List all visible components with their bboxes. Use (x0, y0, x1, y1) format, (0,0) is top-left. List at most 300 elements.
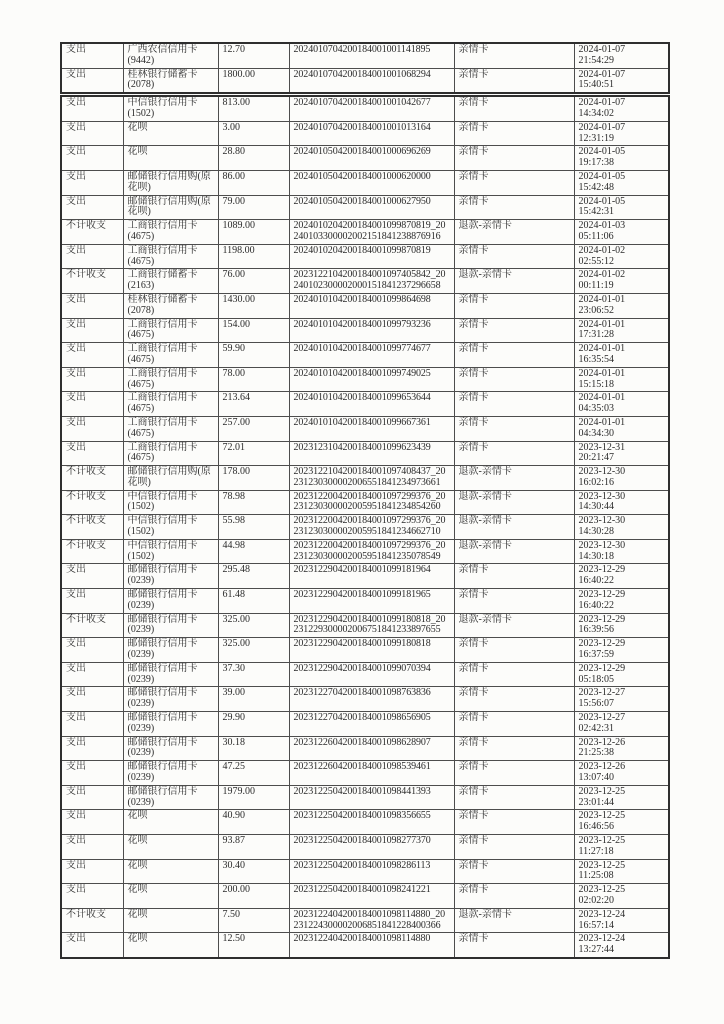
transaction-row (61, 441, 669, 466)
cell-date: 2023-12-25 (578, 810, 626, 822)
cell-order-number: 2023122004200184001097299376_20231230300002005951841234662710 (289, 515, 454, 540)
cell-pay-method: 亲情卡 (454, 244, 574, 269)
cell-time: 16:40:22 (578, 599, 615, 611)
cell-order-number: 2024010104200184001099667361 (289, 416, 454, 441)
transaction-row (61, 810, 669, 835)
cell-amount: 200.00 (218, 884, 289, 909)
cell-account: 邮储银行信用卡(0239) (123, 613, 218, 638)
cell-flow-type: 不计收支 (61, 220, 123, 245)
transaction-row (61, 933, 669, 958)
transaction-row (61, 121, 669, 146)
cell-order-number: 2024010704200184001001068294 (289, 68, 454, 93)
cell-flow-type: 支出 (61, 43, 123, 68)
cell-amount: 213.64 (218, 392, 289, 417)
cell-flow-type: 支出 (61, 662, 123, 687)
cell-date: 2023-12-25 (578, 785, 626, 797)
cell-pay-method: 退款-亲情卡 (454, 466, 574, 491)
cell-time: 16:57:14 (578, 919, 615, 931)
cell-order-number: 2023122104200184001097408437_20231230300002006551841234973661 (289, 466, 454, 491)
transaction-row (61, 589, 669, 614)
cell-date: 2024-01-03 (578, 220, 626, 232)
cell-datetime (574, 367, 669, 392)
cell-time: 14:30:44 (578, 501, 615, 513)
cell-datetime (574, 785, 669, 810)
cell-time: 00:11:19 (578, 280, 614, 292)
cell-date: 2023-12-24 (578, 933, 626, 945)
cell-amount: 178.00 (218, 466, 289, 491)
cell-time: 12:31:19 (578, 132, 615, 144)
cell-datetime (574, 908, 669, 933)
transaction-row (61, 68, 669, 93)
cell-pay-method: 亲情卡 (454, 785, 574, 810)
cell-flow-type: 支出 (61, 638, 123, 663)
cell-pay-method: 亲情卡 (454, 416, 574, 441)
cell-date: 2023-12-30 (578, 490, 626, 502)
cell-time: 16:40:22 (578, 575, 615, 587)
transaction-row (61, 244, 669, 269)
cell-amount: 93.87 (218, 835, 289, 860)
cell-date: 2024-01-07 (578, 97, 626, 109)
cell-time: 11:27:18 (578, 845, 614, 857)
cell-order-number: 2024010504200184001000696269 (289, 146, 454, 171)
cell-order-number: 2023122504200184001098277370 (289, 835, 454, 860)
cell-datetime (574, 441, 669, 466)
cell-amount: 30.18 (218, 736, 289, 761)
cell-flow-type: 不计收支 (61, 466, 123, 491)
cell-flow-type: 不计收支 (61, 613, 123, 638)
cell-flow-type: 支出 (61, 195, 123, 220)
cell-order-number: 2024010504200184001000627950 (289, 195, 454, 220)
cell-order-number: 2023122504200184001098441393 (289, 785, 454, 810)
transaction-row (61, 908, 669, 933)
cell-order-number: 2023122404200184001098114880_20231224300002006851841228400366 (289, 908, 454, 933)
cell-date: 2023-12-25 (578, 835, 626, 846)
cell-date: 2023-12-25 (578, 884, 626, 896)
cell-amount: 76.00 (218, 269, 289, 294)
cell-pay-method: 亲情卡 (454, 96, 574, 121)
cell-order-number: 2024010104200184001099653644 (289, 392, 454, 417)
cell-pay-method: 亲情卡 (454, 367, 574, 392)
cell-pay-method: 亲情卡 (454, 933, 574, 958)
cell-time: 13:27:44 (578, 944, 615, 956)
cell-pay-method: 亲情卡 (454, 736, 574, 761)
cell-datetime (574, 392, 669, 417)
cell-account: 邮储银行信用卡(0239) (123, 589, 218, 614)
cell-datetime (574, 146, 669, 171)
cell-flow-type: 支出 (61, 121, 123, 146)
cell-datetime (574, 170, 669, 195)
cell-datetime (574, 736, 669, 761)
cell-flow-type: 支出 (61, 293, 123, 318)
cell-flow-type: 支出 (61, 810, 123, 835)
cell-account: 花呗 (123, 884, 218, 909)
cell-flow-type: 支出 (61, 589, 123, 614)
cell-time: 16:46:56 (578, 821, 615, 833)
cell-account: 工商银行信用卡(4675) (123, 441, 218, 466)
cell-time: 04:34:30 (578, 427, 615, 439)
cell-account: 花呗 (123, 121, 218, 146)
cell-datetime (574, 515, 669, 540)
cell-account: 邮储银行信用购(原花呗) (123, 195, 218, 220)
cell-account: 邮储银行信用卡(0239) (123, 785, 218, 810)
cell-pay-method: 亲情卡 (454, 638, 574, 663)
cell-datetime (574, 662, 669, 687)
cell-datetime (574, 121, 669, 146)
cell-amount: 72.01 (218, 441, 289, 466)
cell-time: 05:11:06 (578, 230, 614, 242)
cell-order-number: 2024010204200184001099870819_20240103300002002151841238876916 (289, 220, 454, 245)
transaction-row (61, 515, 669, 540)
cell-amount: 325.00 (218, 638, 289, 663)
cell-order-number: 2024010704200184001001141895 (289, 43, 454, 68)
cell-account: 工商银行储蓄卡(2163) (123, 269, 218, 294)
cell-order-number: 2023122904200184001099181964 (289, 564, 454, 589)
cell-flow-type: 支出 (61, 68, 123, 93)
cell-account: 邮储银行信用购(原花呗) (123, 170, 218, 195)
cell-amount: 813.00 (218, 96, 289, 121)
cell-order-number: 2023122904200184001099180818_20231229300002006751841233897655 (289, 613, 454, 638)
cell-datetime (574, 884, 669, 909)
cell-time: 02:42:31 (578, 722, 615, 734)
cell-flow-type: 支出 (61, 859, 123, 884)
cell-order-number: 2023122504200184001098241221 (289, 884, 454, 909)
cell-amount: 12.70 (218, 43, 289, 68)
cell-order-number: 2023122904200184001099180818 (289, 638, 454, 663)
cell-pay-method: 亲情卡 (454, 859, 574, 884)
transaction-row (61, 564, 669, 589)
cell-date: 2024-01-01 (578, 392, 626, 404)
cell-pay-method: 亲情卡 (454, 343, 574, 368)
cell-pay-method: 亲情卡 (454, 810, 574, 835)
cell-date: 2023-12-31 (578, 441, 626, 453)
cell-order-number: 2024010104200184001099864698 (289, 293, 454, 318)
cell-flow-type: 支出 (61, 441, 123, 466)
cell-pay-method: 亲情卡 (454, 835, 574, 860)
cell-amount: 28.80 (218, 146, 289, 171)
cell-date: 2024-01-07 (578, 121, 626, 133)
cell-flow-type: 支出 (61, 835, 123, 860)
cell-order-number: 2024010104200184001099793236 (289, 318, 454, 343)
cell-datetime (574, 810, 669, 835)
cell-flow-type: 支出 (61, 712, 123, 737)
cell-date: 2023-12-30 (578, 466, 626, 478)
cell-date: 2023-12-26 (578, 736, 626, 748)
cell-amount: 3.00 (218, 121, 289, 146)
cell-date: 2024-01-02 (578, 269, 626, 281)
transaction-row (61, 736, 669, 761)
transaction-row (61, 687, 669, 712)
cell-order-number: 2023123104200184001099623439 (289, 441, 454, 466)
cell-time: 13:07:40 (578, 772, 615, 784)
cell-order-number: 2023122104200184001097405842_20240102300002000151841237296658 (289, 269, 454, 294)
transaction-row (61, 269, 669, 294)
cell-pay-method: 亲情卡 (454, 146, 574, 171)
transaction-row (61, 712, 669, 737)
cell-account: 邮储银行信用卡(0239) (123, 736, 218, 761)
cell-amount: 1979.00 (218, 785, 289, 810)
cell-order-number: 2024010104200184001099749025 (289, 367, 454, 392)
cell-date: 2023-12-30 (578, 515, 626, 527)
cell-flow-type: 不计收支 (61, 539, 123, 564)
cell-datetime (574, 466, 669, 491)
cell-flow-type: 支出 (61, 736, 123, 761)
cell-amount: 86.00 (218, 170, 289, 195)
cell-amount: 257.00 (218, 416, 289, 441)
cell-amount: 37.30 (218, 662, 289, 687)
cell-flow-type: 支出 (61, 367, 123, 392)
cell-flow-type: 支出 (61, 244, 123, 269)
cell-pay-method: 亲情卡 (454, 884, 574, 909)
cell-datetime (574, 343, 669, 368)
transaction-row (61, 195, 669, 220)
cell-time: 16:39:56 (578, 624, 615, 636)
cell-datetime (574, 638, 669, 663)
cell-datetime (574, 589, 669, 614)
cell-time: 16:37:59 (578, 649, 615, 661)
transaction-row (61, 43, 669, 68)
transaction-row (61, 539, 669, 564)
transactions-table-block-1 (60, 42, 670, 94)
cell-date: 2023-12-24 (578, 908, 626, 920)
transaction-row (61, 662, 669, 687)
cell-amount: 40.90 (218, 810, 289, 835)
cell-time: 15:56:07 (578, 698, 615, 710)
transaction-row (61, 170, 669, 195)
transaction-row (61, 761, 669, 786)
cell-amount: 30.40 (218, 859, 289, 884)
cell-time: 23:06:52 (578, 304, 615, 316)
transaction-row (61, 343, 669, 368)
cell-order-number: 2023122504200184001098286113 (289, 859, 454, 884)
cell-time: 02:02:20 (578, 894, 615, 906)
cell-time: 04:35:03 (578, 403, 615, 415)
cell-pay-method: 退款-亲情卡 (454, 539, 574, 564)
cell-account: 邮储银行信用卡(0239) (123, 761, 218, 786)
cell-time: 14:34:02 (578, 107, 615, 119)
cell-date: 2023-12-25 (578, 859, 626, 871)
transaction-row (61, 220, 669, 245)
cell-time: 20:21:47 (578, 452, 615, 464)
transaction-row (61, 293, 669, 318)
transaction-row (61, 638, 669, 663)
cell-flow-type: 支出 (61, 318, 123, 343)
cell-date: 2024-01-05 (578, 146, 626, 158)
cell-datetime (574, 490, 669, 515)
cell-date: 2024-01-01 (578, 293, 626, 305)
cell-amount: 154.00 (218, 318, 289, 343)
cell-datetime (574, 712, 669, 737)
cell-flow-type: 支出 (61, 96, 123, 121)
transaction-row (61, 392, 669, 417)
cell-amount: 78.98 (218, 490, 289, 515)
cell-account: 邮储银行信用卡(0239) (123, 662, 218, 687)
cell-datetime (574, 613, 669, 638)
cell-time: 16:02:16 (578, 476, 615, 488)
transaction-row (61, 835, 669, 860)
cell-order-number: 2023122504200184001098356655 (289, 810, 454, 835)
transaction-row (61, 96, 669, 121)
cell-flow-type: 不计收支 (61, 908, 123, 933)
cell-pay-method: 退款-亲情卡 (454, 490, 574, 515)
cell-datetime (574, 195, 669, 220)
cell-pay-method: 亲情卡 (454, 43, 574, 68)
cell-datetime (574, 687, 669, 712)
cell-account: 工商银行信用卡(4675) (123, 220, 218, 245)
cell-account: 中信银行信用卡(1502) (123, 96, 218, 121)
cell-date: 2024-01-01 (578, 367, 626, 379)
cell-pay-method: 亲情卡 (454, 318, 574, 343)
cell-amount: 1430.00 (218, 293, 289, 318)
transaction-row (61, 859, 669, 884)
cell-order-number: 2024010704200184001001042677 (289, 96, 454, 121)
cell-datetime (574, 269, 669, 294)
cell-pay-method: 亲情卡 (454, 195, 574, 220)
transactions-area (60, 42, 668, 959)
transaction-row (61, 146, 669, 171)
cell-date: 2024-01-05 (578, 170, 626, 182)
cell-order-number: 2023122704200184001098656905 (289, 712, 454, 737)
cell-pay-method: 亲情卡 (454, 441, 574, 466)
cell-datetime (574, 220, 669, 245)
cell-order-number: 2023122004200184001097299376_20231230300002005951841235078549 (289, 539, 454, 564)
cell-account: 邮储银行信用卡(0239) (123, 638, 218, 663)
cell-account: 花呗 (123, 835, 218, 860)
cell-account: 花呗 (123, 859, 218, 884)
cell-amount: 1800.00 (218, 68, 289, 93)
cell-amount: 47.25 (218, 761, 289, 786)
transaction-row (61, 613, 669, 638)
cell-account: 花呗 (123, 933, 218, 958)
cell-pay-method: 亲情卡 (454, 687, 574, 712)
cell-time: 15:15:18 (578, 378, 615, 390)
cell-account: 花呗 (123, 810, 218, 835)
cell-account: 中信银行信用卡(1502) (123, 515, 218, 540)
cell-amount: 12.50 (218, 933, 289, 958)
cell-time: 05:18:05 (578, 673, 615, 685)
cell-flow-type: 不计收支 (61, 269, 123, 294)
cell-pay-method: 退款-亲情卡 (454, 220, 574, 245)
cell-account: 广西农信信用卡(9442) (123, 43, 218, 68)
cell-datetime (574, 933, 669, 958)
cell-date: 2024-01-05 (578, 195, 626, 207)
cell-amount: 325.00 (218, 613, 289, 638)
cell-flow-type: 支出 (61, 392, 123, 417)
cell-date: 2024-01-07 (578, 44, 626, 55)
cell-pay-method: 亲情卡 (454, 392, 574, 417)
cell-flow-type: 支出 (61, 416, 123, 441)
cell-pay-method: 亲情卡 (454, 712, 574, 737)
cell-date: 2023-12-27 (578, 687, 626, 699)
cell-pay-method: 亲情卡 (454, 293, 574, 318)
cell-order-number: 2023122604200184001098628907 (289, 736, 454, 761)
cell-account: 工商银行信用卡(4675) (123, 343, 218, 368)
cell-order-number: 2023122604200184001098539461 (289, 761, 454, 786)
cell-date: 2023-12-29 (578, 564, 626, 576)
cell-account: 邮储银行信用卡(0239) (123, 687, 218, 712)
cell-account: 工商银行信用卡(4675) (123, 244, 218, 269)
cell-account: 桂林银行储蓄卡(2078) (123, 293, 218, 318)
cell-pay-method: 退款-亲情卡 (454, 515, 574, 540)
cell-datetime (574, 318, 669, 343)
transactions-table-block-2 (60, 95, 670, 959)
cell-datetime (574, 43, 669, 68)
cell-order-number: 2024010504200184001000620000 (289, 170, 454, 195)
transaction-row (61, 416, 669, 441)
cell-account: 花呗 (123, 146, 218, 171)
cell-account: 工商银行信用卡(4675) (123, 318, 218, 343)
cell-pay-method: 亲情卡 (454, 589, 574, 614)
cell-order-number: 2023122704200184001098763836 (289, 687, 454, 712)
cell-time: 17:31:28 (578, 329, 615, 341)
cell-account: 邮储银行信用卡(0239) (123, 564, 218, 589)
cell-flow-type: 支出 (61, 343, 123, 368)
cell-flow-type: 支出 (61, 564, 123, 589)
cell-time: 19:17:38 (578, 157, 615, 169)
cell-account: 花呗 (123, 908, 218, 933)
transaction-row (61, 884, 669, 909)
cell-time: 21:25:38 (578, 747, 615, 759)
cell-flow-type: 支出 (61, 933, 123, 958)
cell-datetime (574, 835, 669, 860)
cell-datetime (574, 761, 669, 786)
cell-datetime (574, 859, 669, 884)
transaction-row (61, 785, 669, 810)
cell-account: 工商银行信用卡(4675) (123, 392, 218, 417)
cell-flow-type: 不计收支 (61, 515, 123, 540)
cell-account: 工商银行信用卡(4675) (123, 416, 218, 441)
cell-time: 02:55:12 (578, 255, 615, 267)
cell-time: 14:30:18 (578, 550, 615, 562)
cell-time: 15:42:31 (578, 206, 615, 218)
cell-date: 2024-01-07 (578, 68, 626, 80)
cell-amount: 78.00 (218, 367, 289, 392)
cell-flow-type: 支出 (61, 170, 123, 195)
cell-date: 2023-12-30 (578, 539, 626, 551)
cell-pay-method: 亲情卡 (454, 761, 574, 786)
cell-amount: 39.00 (218, 687, 289, 712)
cell-order-number: 2023122904200184001099070394 (289, 662, 454, 687)
cell-datetime (574, 416, 669, 441)
cell-amount: 55.98 (218, 515, 289, 540)
cell-pay-method: 亲情卡 (454, 121, 574, 146)
cell-time: 23:01:44 (578, 796, 615, 808)
cell-date: 2024-01-01 (578, 343, 626, 355)
cell-amount: 1198.00 (218, 244, 289, 269)
cell-flow-type: 支出 (61, 785, 123, 810)
cell-datetime (574, 96, 669, 121)
cell-date: 2023-12-29 (578, 638, 626, 650)
cell-order-number: 2023122404200184001098114880 (289, 933, 454, 958)
cell-pay-method: 亲情卡 (454, 170, 574, 195)
cell-date: 2024-01-01 (578, 318, 626, 330)
cell-time: 15:42:48 (578, 181, 615, 193)
cell-datetime (574, 293, 669, 318)
cell-order-number: 2024010204200184001099870819 (289, 244, 454, 269)
transaction-row (61, 318, 669, 343)
cell-pay-method: 退款-亲情卡 (454, 269, 574, 294)
cell-pay-method: 退款-亲情卡 (454, 613, 574, 638)
cell-account: 邮储银行信用购(原花呗) (123, 466, 218, 491)
cell-date: 2023-12-29 (578, 662, 626, 674)
transaction-row (61, 490, 669, 515)
cell-datetime (574, 539, 669, 564)
cell-time: 15:40:51 (578, 79, 615, 91)
cell-amount: 29.90 (218, 712, 289, 737)
cell-order-number: 2023122004200184001097299376_20231230300002005951841234854260 (289, 490, 454, 515)
transactions-tbody-2 (61, 96, 669, 958)
cell-flow-type: 支出 (61, 884, 123, 909)
cell-datetime (574, 564, 669, 589)
